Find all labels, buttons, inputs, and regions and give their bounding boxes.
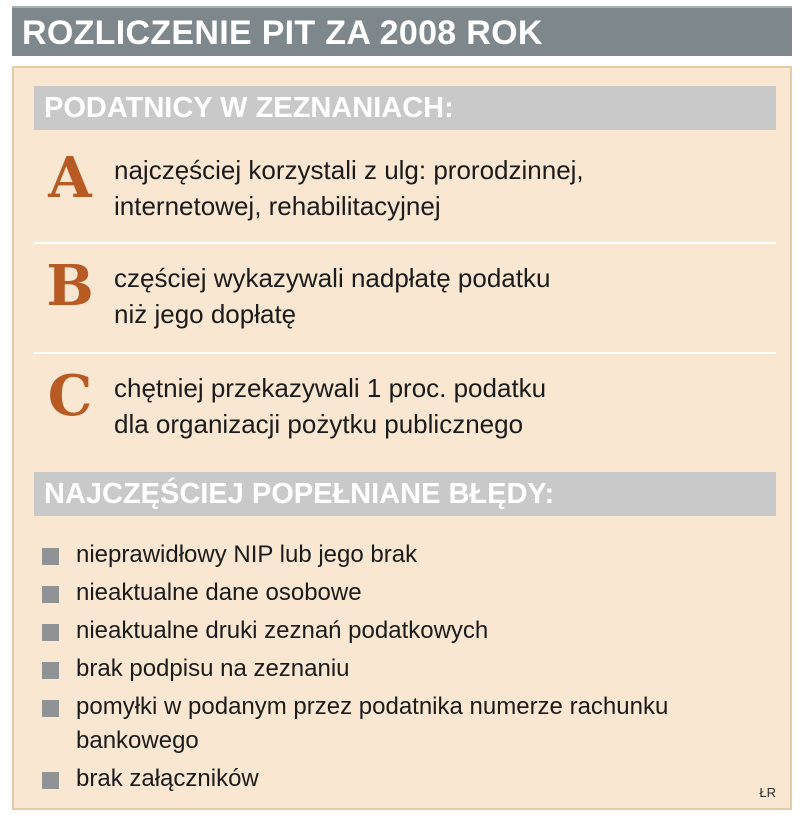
section-header-taxpayers-text: PODATNICY W ZEZNANIACH: (44, 92, 454, 124)
section-header-errors-text: NAJCZĘŚCIEJ POPEŁNIANE BŁĘDY: (44, 478, 555, 510)
page-title: ROZLICZENIE PIT ZA 2008 ROK (22, 14, 543, 52)
letter-c: C (47, 363, 93, 429)
item-a-line2: internetowej, rehabilitacyjnej (114, 191, 441, 221)
item-c-line1: chętniej przekazywali 1 proc. podatku (114, 373, 547, 403)
list-item-text: nieaktualne dane osobowe (76, 579, 362, 606)
list-item-text: nieaktualne druki zeznań podatkowych (76, 617, 489, 644)
square-bullet-icon (42, 662, 59, 679)
list-item (42, 690, 772, 758)
item-a-text (114, 152, 764, 224)
divider (34, 242, 776, 244)
content-panel (12, 66, 792, 810)
item-b-text (114, 260, 764, 332)
title-bar (12, 6, 792, 56)
list-item (42, 652, 772, 686)
list-item (42, 576, 772, 610)
list-item-text: brak załączników (76, 765, 259, 792)
list-item (42, 538, 772, 572)
item-a-line1: najczęściej korzystali z ulg: prorodzinnej, (114, 155, 584, 185)
list-item-text: brak podpisu na zeznaniu (76, 655, 350, 682)
divider (34, 352, 776, 354)
square-bullet-icon (42, 624, 59, 641)
list-item-text: pomyłki w podanym przez podatnika numerze rachunku bankowego (76, 693, 669, 754)
item-c (34, 363, 776, 456)
item-c-text (114, 370, 764, 442)
section-header-taxpayers (34, 86, 776, 130)
square-bullet-icon (42, 772, 59, 789)
item-b-line1: częściej wykazywali nadpłatę podatku (114, 263, 551, 293)
square-bullet-icon (42, 548, 59, 565)
square-bullet-icon (42, 586, 59, 603)
list-item (42, 614, 772, 648)
letter-a: A (48, 145, 92, 211)
item-b-line2: niż jego dopłatę (114, 299, 297, 329)
item-c-line2: dla organizacji pożytku publicznego (114, 409, 524, 439)
item-b (34, 253, 776, 346)
list-item-text: nieprawidłowy NIP lub jego brak (76, 541, 418, 568)
errors-list (42, 538, 772, 800)
list-item (42, 762, 772, 796)
section-header-errors (34, 472, 776, 516)
letter-b: B (46, 253, 94, 319)
item-a (34, 145, 776, 238)
square-bullet-icon (42, 700, 59, 717)
author-credit: ŁR (759, 785, 776, 800)
